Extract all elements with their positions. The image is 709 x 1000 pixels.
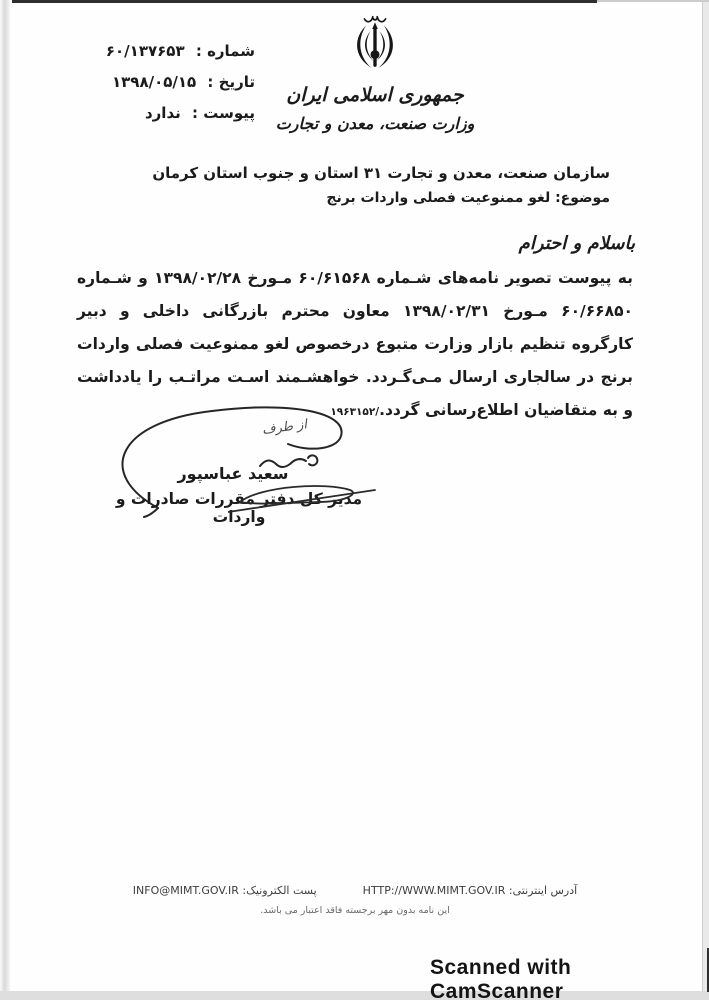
subject-label: موضوع: bbox=[555, 190, 610, 206]
letter-date-value: ۱۳۹۸/۰۵/۱۵ bbox=[111, 73, 197, 91]
camscanner-watermark: Scanned with CamScanner bbox=[430, 956, 572, 1000]
signatory-name: سعید عباسپور bbox=[177, 464, 289, 483]
reference-number: /۱۹۶۳۱۵۲ bbox=[330, 406, 380, 418]
footer-validity-note: این نامه بدون مهر برجسته فاقد اعتبار می باشد. bbox=[260, 905, 450, 916]
recipient-line: سازمان صنعت، معدن و تجارت ۳۱ استان و جنوب استان کرمان bbox=[152, 164, 610, 182]
footer-website bbox=[363, 884, 578, 897]
letter-date-label: تاریخ : bbox=[207, 73, 255, 91]
letter-meta-block bbox=[55, 42, 255, 135]
subject-line bbox=[70, 186, 610, 210]
scan-edge-top-right bbox=[597, 0, 709, 2]
scan-edge-left bbox=[0, 0, 10, 1000]
footer-email bbox=[133, 884, 317, 897]
footer-contact-line bbox=[120, 884, 590, 897]
footer-website-label: آدرس اینترنتی: bbox=[508, 884, 578, 897]
footer-website-value: HTTP://WWW.MIMT.GOV.IR bbox=[362, 884, 506, 897]
salutation: باسلام و احترام bbox=[518, 233, 635, 254]
letter-attachment-row bbox=[55, 104, 255, 122]
footer-email-value: INFO@MIMT.GOV.IR bbox=[132, 884, 239, 897]
letter-number-value: ۶۰/۱۳۷۶۵۳ bbox=[105, 42, 185, 60]
signature-handwritten-note: از طرف bbox=[261, 417, 308, 438]
footer-email-label: پست الکترونیک: bbox=[242, 884, 317, 897]
letterhead-country: جمهوری اسلامی ایران bbox=[286, 84, 464, 106]
iran-emblem-icon bbox=[342, 10, 408, 78]
letter-body-text: به پیوست تصویر نامه‌های شـماره ۶۰/۶۱۵۶۸ مـورخ ۱۳۹۸/۰۲/۲۸ و شـماره ۶۰/۶۶۸۵۰ مـورخ ۱۳۹۸/۰۲/۳۱ معاون محترم بازرگانی داخلی و دبیر کارگروه تنظیم بازار وزارت متبوع درخصوص لغو ممنوعیت فصلی واردات برنج در سالجاری ارسال مـی‌گـردد. خواهشـمند اسـت مراتـب را یادداشت و به متقاضیان اطلاع‌رسانی گردد. bbox=[77, 269, 634, 419]
scan-edge-top bbox=[12, 0, 597, 3]
letter-number-row bbox=[55, 42, 255, 60]
letter-attachment-value: ندارد bbox=[144, 104, 181, 122]
letter-date-row bbox=[55, 73, 255, 91]
letter-attachment-label: پیوست : bbox=[191, 104, 255, 122]
recipient-block bbox=[70, 160, 610, 210]
scan-edge-right bbox=[702, 0, 709, 1000]
letterhead bbox=[230, 10, 520, 133]
signature-flourish bbox=[228, 480, 376, 520]
signatory-title: مدیر کل دفتر مقررات صادرات و واردات bbox=[115, 490, 363, 526]
letter-number-label: شماره : bbox=[195, 42, 255, 60]
subject-value: لغو ممنوعیت فصلی واردات برنج bbox=[326, 190, 551, 206]
letterhead-ministry: وزارت صنعت، معدن و تجارت bbox=[275, 114, 475, 133]
